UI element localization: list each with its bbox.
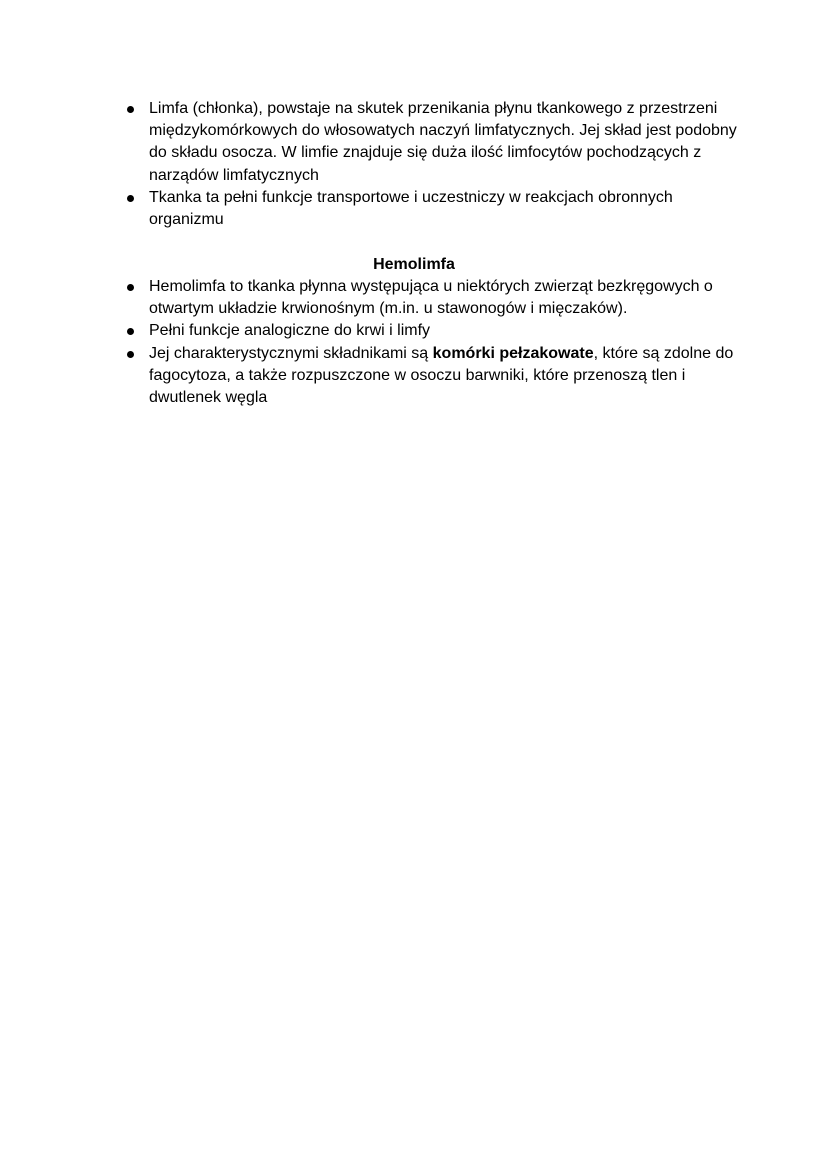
bullet-text-before: Jej charakterystycznymi składnikami są	[149, 344, 433, 362]
bullet-text: Hemolimfa to tkanka płynna występująca u niektórych zwierząt bezkręgowych o otwartym układzie krwionośnym (m.in. u stawonogów i mięczaków).	[149, 278, 713, 318]
bullet-dot-icon	[127, 106, 134, 113]
list-item	[120, 343, 740, 410]
bold-term: komórki pełzakowate	[432, 344, 594, 362]
bullet-dot-icon	[127, 195, 134, 202]
list-item	[120, 276, 740, 320]
bullet-text: Pełni funkcje analogiczne do krwi i limfy	[149, 322, 431, 340]
bullet-text: Tkanka ta pełni funkcje transportowe i uczestniczy w reakcjach obronnych organizmu	[149, 188, 673, 229]
bullet-dot-icon	[127, 284, 134, 291]
bullet-text-after: , które są zdolne do fagocytoza, a także rozpuszczone w osoczu barwniki, które przenoszą tlen i dwutlenek węgla	[149, 344, 734, 407]
list-item	[120, 320, 740, 342]
bullet-dot-icon	[127, 328, 134, 335]
hemolimfa-bullet-list	[120, 276, 740, 409]
section-heading-hemolimfa: Hemolimfa	[373, 256, 455, 273]
bullet-text: Limfa (chłonka), powstaje na skutek przenikania płynu tkankowego z przestrzeni międzykomórkowych do włosowatych naczyń limfatycznych. Jej skład jest podobny do składu osocza. W limfie znajduje się duża ilość limfocytów pochodzących z narządów limfatycznych	[149, 100, 737, 184]
limfa-bullet-list	[120, 98, 740, 231]
list-item	[120, 187, 740, 231]
bullet-dot-icon	[127, 351, 134, 358]
list-item	[120, 98, 740, 187]
